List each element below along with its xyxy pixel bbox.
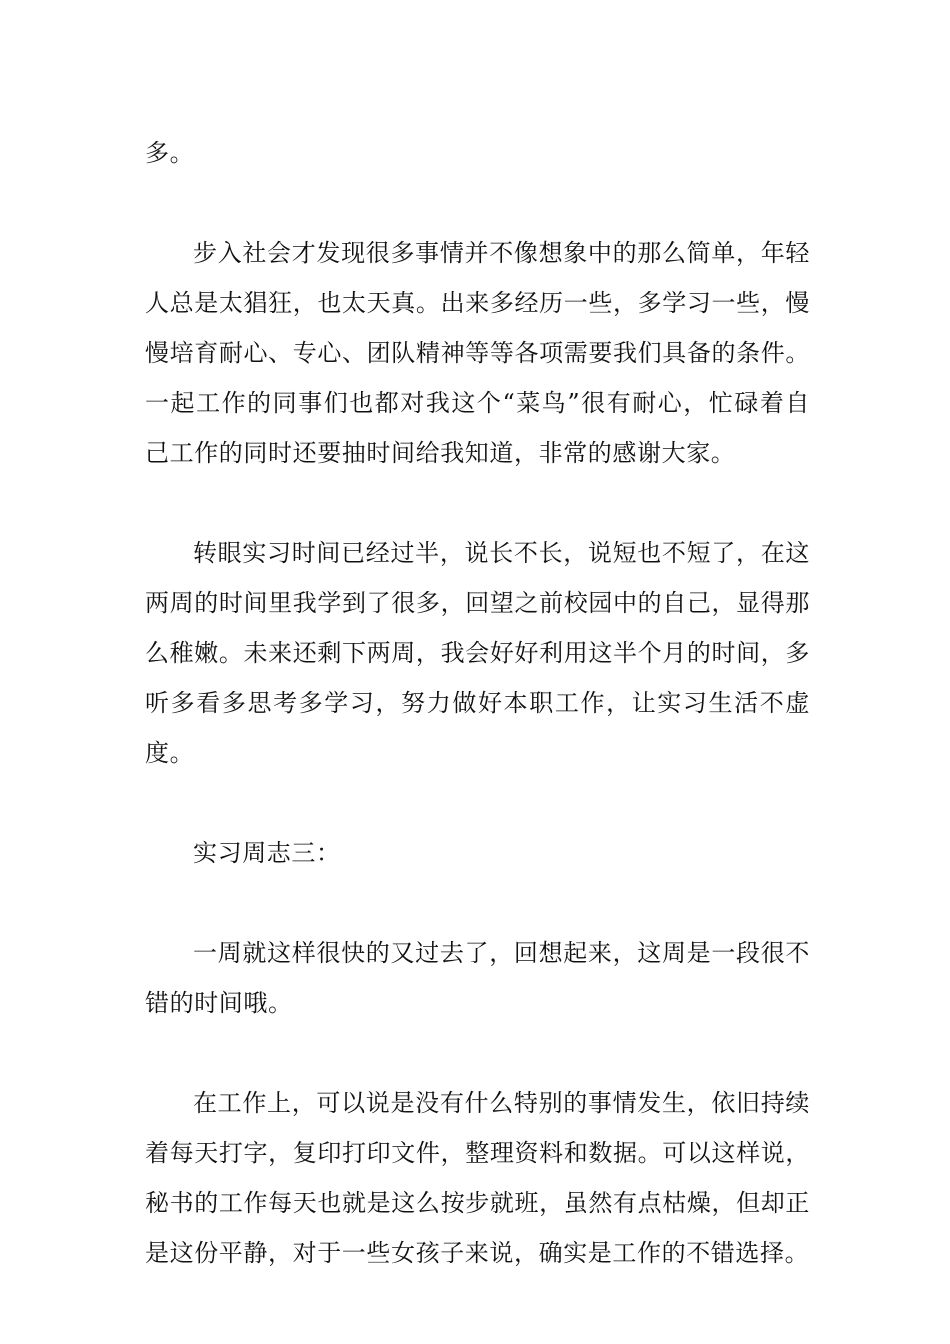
paragraph-society: 步入社会才发现很多事情并不像想象中的那么简单，年轻人总是太猖狂，也太天真。出来多经历一些，多学习一些，慢慢培育耐心、专心、团队精神等等各项需要我们具备的条件。一起工作的同事们也都对我这个“菜鸟”很有耐心，忙碌着自己工作的同时还要抽时间给我知道，非常的感谢大家。	[145, 239, 810, 467]
section-heading-week-three: 实习周志三：	[193, 839, 341, 867]
paragraph-week-passed: 一周就这样很快的又过去了，回想起来，这周是一段很不错的时间哦。	[145, 939, 810, 1017]
paragraph-work-routine: 在工作上，可以说是没有什么特别的事情发生，依旧持续着每天打字，复印打印文件，整理资料和数据。可以这样说，秘书的工作每天也就是这么按步就班，虽然有点枯燥，但却正是这份平静，对于一些女孩子来说，确实是工作的不错选择。	[145, 1089, 810, 1267]
document-body	[145, 128, 810, 1278]
paragraph-continuation: 多。	[145, 139, 195, 167]
paragraph-halfway: 转眼实习时间已经过半，说长不长，说短也不短了，在这两周的时间里我学到了很多，回望之前校园中的自己，显得那么稚嫩。未来还剩下两周，我会好好利用这半个月的时间，多听多看多思考多学习，努力做好本职工作，让实习生活不虚度。	[145, 539, 810, 767]
